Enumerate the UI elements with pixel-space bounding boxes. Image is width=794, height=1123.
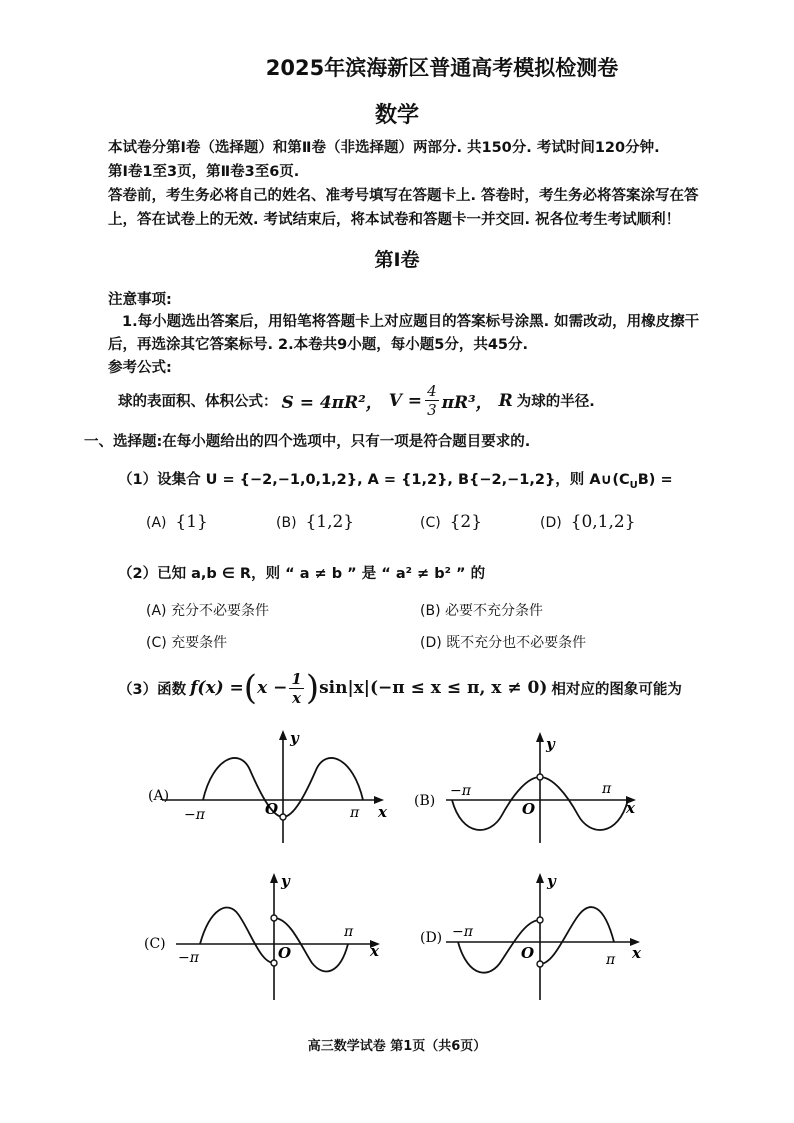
graph-c-x-label: x — [370, 942, 379, 960]
intro-line-3: 答卷前，考生务必将自己的姓名、准考号填写在答题卡上. 答卷时，考生务必将答案涂写在答 — [108, 188, 699, 204]
question-1-stem — [118, 468, 673, 491]
note-line-1: 1.每小题选出答案后，用铅笔将答题卡上对应题目的答案标号涂黑. 如需改动，用橡皮擦干 — [122, 314, 700, 330]
graph-b-x-label: x — [626, 799, 635, 817]
q1-option-c — [420, 512, 482, 532]
graph-d-y-label: y — [547, 872, 556, 890]
graph-b-label: (B) — [414, 793, 436, 809]
q1-stem-end: B) = — [637, 472, 673, 488]
q3-graph-a — [140, 725, 400, 845]
fraction-numerator: 4 — [427, 382, 437, 400]
q1-stem-subscript: U — [629, 479, 638, 491]
q2-option-b-value: 必要不充分条件 — [444, 603, 543, 619]
q3-paren-close: ) — [305, 668, 320, 708]
graph-b-curve-right — [540, 777, 628, 830]
q2-option-b — [420, 600, 543, 620]
q1-option-c-value: {2} — [449, 512, 483, 532]
graph-a-x-label: x — [378, 803, 387, 821]
graph-d-neg-pi: −π — [452, 924, 473, 940]
reference-formula-label: 参考公式: — [108, 360, 172, 376]
q2-option-d — [420, 632, 586, 652]
q3-fraction-numerator: 1 — [291, 669, 302, 688]
graph-d-curve-right — [540, 907, 614, 964]
q1-option-c-label: (C) — [420, 515, 441, 531]
subject-heading: 数学 — [374, 103, 419, 128]
q3-graph-b — [410, 725, 660, 845]
section1-heading: 一、选择题:在每小题给出的四个选项中，只有一项是符合题目要求的. — [84, 434, 531, 450]
formula-radius-symbol: R — [498, 390, 513, 411]
q3-func-left: f(x) = — [190, 678, 244, 698]
q1-option-b-value: {1,2} — [305, 512, 355, 532]
q1-option-d-label: (D) — [540, 515, 562, 531]
graph-c-y-arrow-icon — [270, 873, 278, 883]
graph-c-origin: O — [278, 944, 292, 962]
intro-line-1: 本试卷分第Ⅰ卷（选择题）和第Ⅱ卷（非选择题）两部分. 共150分. 考试时间120分钟. — [108, 140, 660, 156]
q3-func-right: sin|x|(−π ≤ x ≤ π, x ≠ 0) — [319, 678, 548, 698]
formula-prefix: 球的表面积、体积公式： — [118, 394, 278, 410]
q2-option-d-label: (D) — [420, 635, 442, 651]
q2-option-a — [146, 600, 269, 620]
graph-c-open-point-upper — [271, 915, 277, 921]
notes-label: 注意事项: — [108, 292, 172, 308]
q2-option-c-label: (C) — [146, 635, 167, 651]
q3-fraction-denominator: x — [292, 688, 302, 707]
q1-option-b — [276, 512, 354, 532]
q2-option-a-label: (A) — [146, 603, 167, 619]
q3-stem-end: 相对应的图象可能为 — [551, 681, 682, 698]
q2-option-a-value: 充分不必要条件 — [170, 603, 269, 619]
q1-option-d-value: {0,1,2} — [570, 512, 636, 532]
graph-b-neg-pi: −π — [450, 783, 471, 799]
page-footer: 高三数学试卷 第1页（共6页） — [307, 1039, 487, 1054]
sphere-formula — [118, 382, 595, 419]
q3-stem-start: （3）函数 — [118, 681, 187, 698]
graph-b-open-point — [537, 774, 543, 780]
graph-c-label: (C) — [144, 936, 166, 952]
graph-c-pi: π — [344, 924, 354, 940]
graph-a-open-point — [280, 814, 286, 820]
formula-volume-fraction — [425, 382, 439, 419]
graph-b-origin: O — [522, 800, 536, 818]
graph-c-y-label: y — [281, 872, 290, 890]
formula-suffix: 为球的半径. — [516, 394, 595, 410]
graph-b-y-label: y — [546, 735, 555, 753]
intro-line-2: 第Ⅰ卷1至3页，第Ⅱ卷3至6页. — [108, 164, 300, 180]
graph-a-pi: π — [350, 805, 360, 821]
question-3-stem — [118, 668, 682, 708]
q1-option-a-label: (A) — [146, 515, 167, 531]
q2-option-d-value: 既不充分也不必要条件 — [446, 635, 587, 651]
intro-line-4: 上，答在试卷上的无效. 考试结束后，将本试卷和答题卡一并交回. 祝各位考生考试顺利！ — [108, 212, 681, 228]
q3-fraction — [289, 670, 303, 707]
graph-d-x-label: x — [632, 944, 641, 962]
graph-d-label: (D) — [420, 930, 443, 946]
graph-a-label: (A) — [148, 788, 170, 804]
q1-option-a — [146, 512, 208, 532]
graph-d-y-arrow-icon — [536, 873, 544, 883]
q2-option-c — [146, 632, 227, 652]
graph-c-open-point-lower — [271, 960, 277, 966]
part1-heading: 第Ⅰ卷 — [374, 249, 420, 271]
exam-title: 2025年滨海新区普通高考模拟检测卷 — [265, 56, 619, 80]
fraction-denominator: 3 — [427, 401, 437, 419]
graph-a-origin: O — [265, 800, 279, 818]
graph-a-neg-pi: −π — [184, 807, 205, 823]
graph-d-open-point-upper — [537, 917, 543, 923]
graph-c-curve-left — [200, 907, 274, 963]
q1-stem-text: （1）设集合 U = {−2,−1,0,1,2}, A = {1,2}, B{−2,−1,2}，则 A∪(C — [118, 472, 630, 488]
formula-surface-area: S = 4πR²， — [281, 393, 383, 413]
graph-d-open-point-lower — [537, 961, 543, 967]
q2-option-c-value: 充要条件 — [171, 635, 228, 651]
q3-x-minus: x − — [257, 678, 288, 698]
graph-a-y-arrow-icon — [279, 730, 287, 740]
q2-option-b-label: (B) — [420, 603, 441, 619]
q1-option-a-value: {1} — [175, 512, 208, 532]
formula-volume-left: V = — [388, 390, 423, 411]
formula-volume-right: πR³， — [441, 393, 493, 413]
note-line-2: 后，再选涂其它答案标号. 2.本卷共9小题，每小题5分，共45分. — [108, 337, 529, 353]
graph-d-origin: O — [521, 944, 535, 962]
q1-option-d — [540, 512, 636, 532]
graph-c-neg-pi: −π — [178, 950, 199, 966]
q1-option-b-label: (B) — [276, 515, 297, 531]
q3-graph-d — [410, 868, 660, 1003]
q3-paren-open: ( — [243, 668, 258, 708]
graph-b-y-arrow-icon — [536, 732, 544, 742]
graph-d-pi: π — [606, 952, 616, 968]
graph-a-y-label: y — [290, 729, 299, 747]
question-2-stem: （2）已知 a,b ∈ R，则 “ a ≠ b ” 是 “ a² ≠ b² ” 的 — [118, 566, 486, 582]
q3-graph-c — [140, 868, 400, 1003]
graph-b-pi: π — [602, 781, 612, 797]
